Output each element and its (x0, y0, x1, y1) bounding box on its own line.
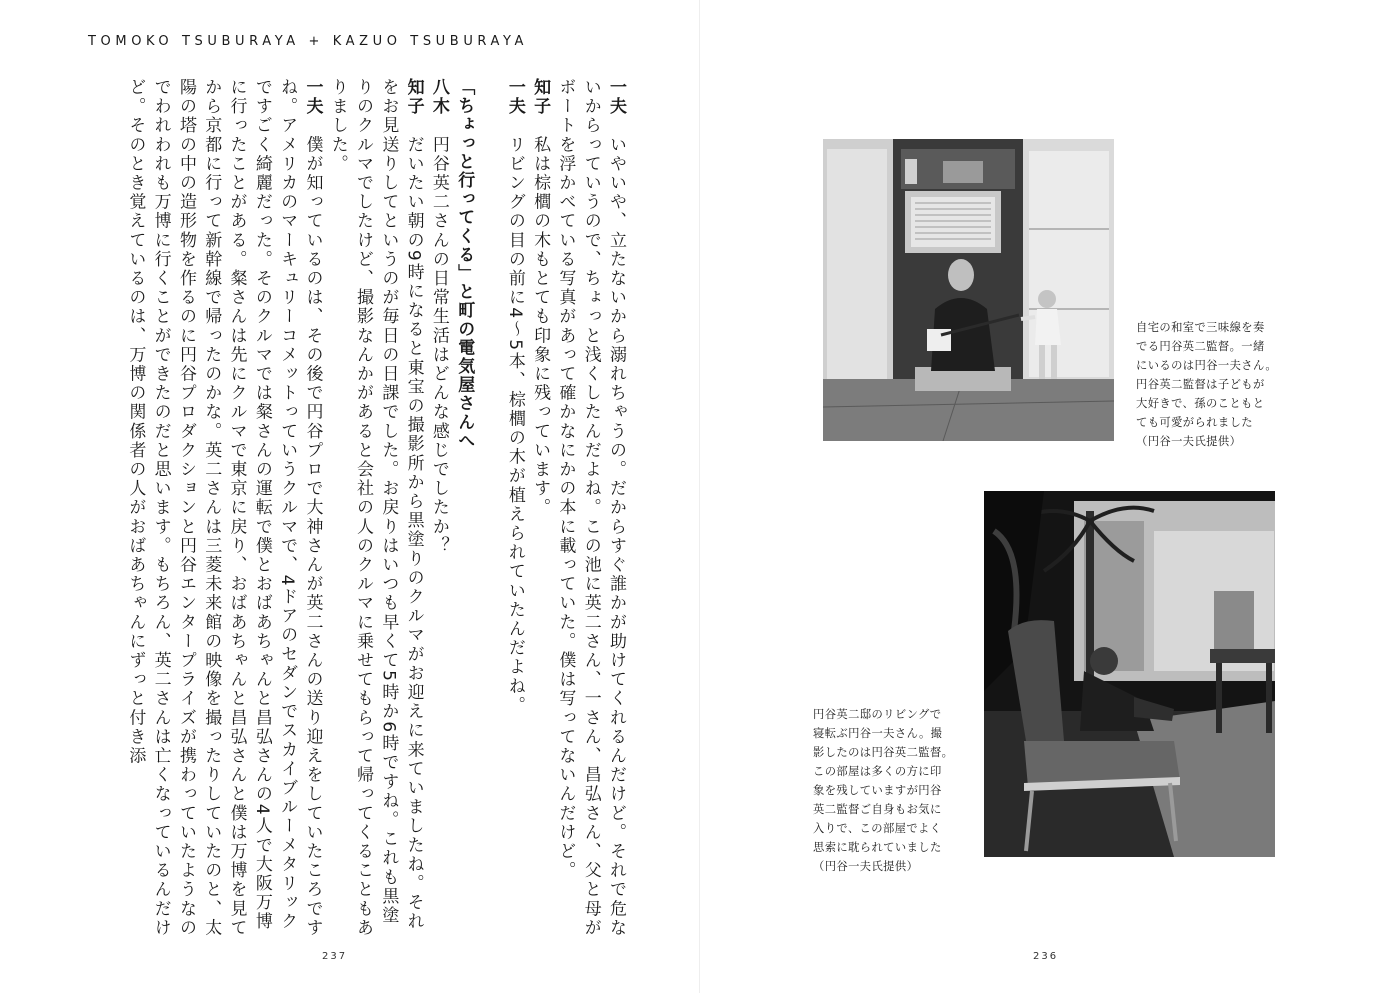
speaker-label: 一夫 (504, 78, 525, 117)
paragraph (502, 78, 527, 938)
caption-line: 円谷英二監督は子どもが (1136, 378, 1265, 391)
paragraph (552, 78, 628, 938)
speaker-label: 一夫 (606, 78, 626, 117)
section-heading: 「ちょっと行ってくる」と町の電気屋さんへ (454, 78, 475, 450)
caption-line: でる円谷英二監督。一緒 (1136, 340, 1265, 353)
caption-line: ても可愛がられました (1136, 416, 1253, 429)
paragraph-text: 僕が知っているのは、その後で円谷プロで大神さんが英二さんの送り迎えをしていたころですね。アメリカのマーキュリーコメットっていうクルマで、4ドアのセダンでスカイブルーメタリックですごく綺麗だった。そのクルマでは粲さんの運転で僕とおばあちゃんと昌弘さんの4人で大阪万博に行ったことがある。粲さんは先にクルマで東京に戻り、おばあちゃんと昌弘さんと僕は万博を見てから京都に行って新幹線で帰ったのかな。英二さんは三菱未来館の映像を撮ったりしていたのと、太陽の塔の中の造形物を作るのに円谷プロダクションと円谷エンタープライズが携わっていたようなのでわれわれも万博に行くことができたのだと思います。もちろん、英二さんは亡くなっているんだけど。そのとき覚えているのは、万博の関係者の人がおばあちゃんにずっと付き添 (125, 78, 323, 938)
caption-line: 影したのは円谷英二監督。 (813, 746, 954, 759)
caption-line: 思索に耽られていました (813, 841, 942, 854)
speaker-label: 一夫 (302, 78, 323, 117)
paragraph-text: 円谷英二さんの日常生活はどんな感じでしたか？ (428, 135, 449, 556)
paragraph (426, 78, 451, 938)
caption-line: （円谷一夫氏提供） (1136, 435, 1242, 448)
caption-line: 自宅の和室で三味線を奏 (1136, 321, 1265, 334)
caption-line: 寝転ぶ円谷一夫さん。撮 (813, 727, 943, 740)
paragraph-text: 私は棕櫚の木もとても印象に残っています。 (530, 135, 551, 518)
running-head: TOMOKO TSUBURAYA + KAZUO TSUBURAYA (88, 34, 529, 49)
paragraph-text: だいたい朝の9時になると東宝の撮影所から黒塗りのクルマがお迎えに来ていましたね。それをお見送りしてというのが毎日の日課でした。お戻りはいつも早くて5時か6時ですね。これも黒塗りのクルマでしたけど、撮影なんかがあると会社の人のクルマに乗せてもらって帰ってくることもありました。 (327, 78, 424, 938)
page-number-right: 236 (1033, 951, 1059, 962)
paragraph-text: いやいや、立たないから溺れちゃうの。だからすぐ誰かが助けてくれるんだけど。それで危ないからっていうので、ちょっと浅くしたんだよね。この池に英二さん、一さん、昌弘さん、父と母がボートを浮かべている写真があって確かなにかの本に載っていた。僕は写ってないんだけど。 (555, 78, 626, 938)
caption-line: （円谷一夫氏提供） (813, 860, 919, 873)
caption-line: 入りで、この部屋でよく (813, 822, 942, 835)
photo-caption-2 (813, 705, 975, 876)
body-text (86, 78, 628, 938)
caption-line: 大好きで、孫のこともと (1136, 397, 1265, 410)
paragraph-spacer (476, 78, 501, 938)
speaker-label: 八木 (428, 78, 449, 117)
paragraph-text: リビングの目の前に4〜5本、棕櫚の木が植えられていたんだよね。 (504, 135, 525, 716)
paragraph (527, 78, 552, 938)
caption-line: この部屋は多くの方に印 (813, 765, 942, 778)
page-number-left: 237 (322, 951, 348, 962)
paragraph (122, 78, 324, 938)
speaker-label: 知子 (530, 78, 551, 117)
caption-line: にいるのは円谷一夫さん。 (1136, 359, 1278, 372)
paragraph (324, 78, 425, 938)
speaker-label: 知子 (403, 78, 424, 117)
gutter (699, 0, 700, 993)
photo-living-room (984, 491, 1275, 857)
caption-line: 円谷英二邸のリビングで (813, 708, 942, 721)
caption-line: 象を残していますが円谷 (813, 784, 942, 797)
photo-tatami-room (823, 139, 1114, 441)
caption-line: 英二監督ご自身もお気に (813, 803, 942, 816)
photo-caption-1 (1136, 318, 1276, 451)
